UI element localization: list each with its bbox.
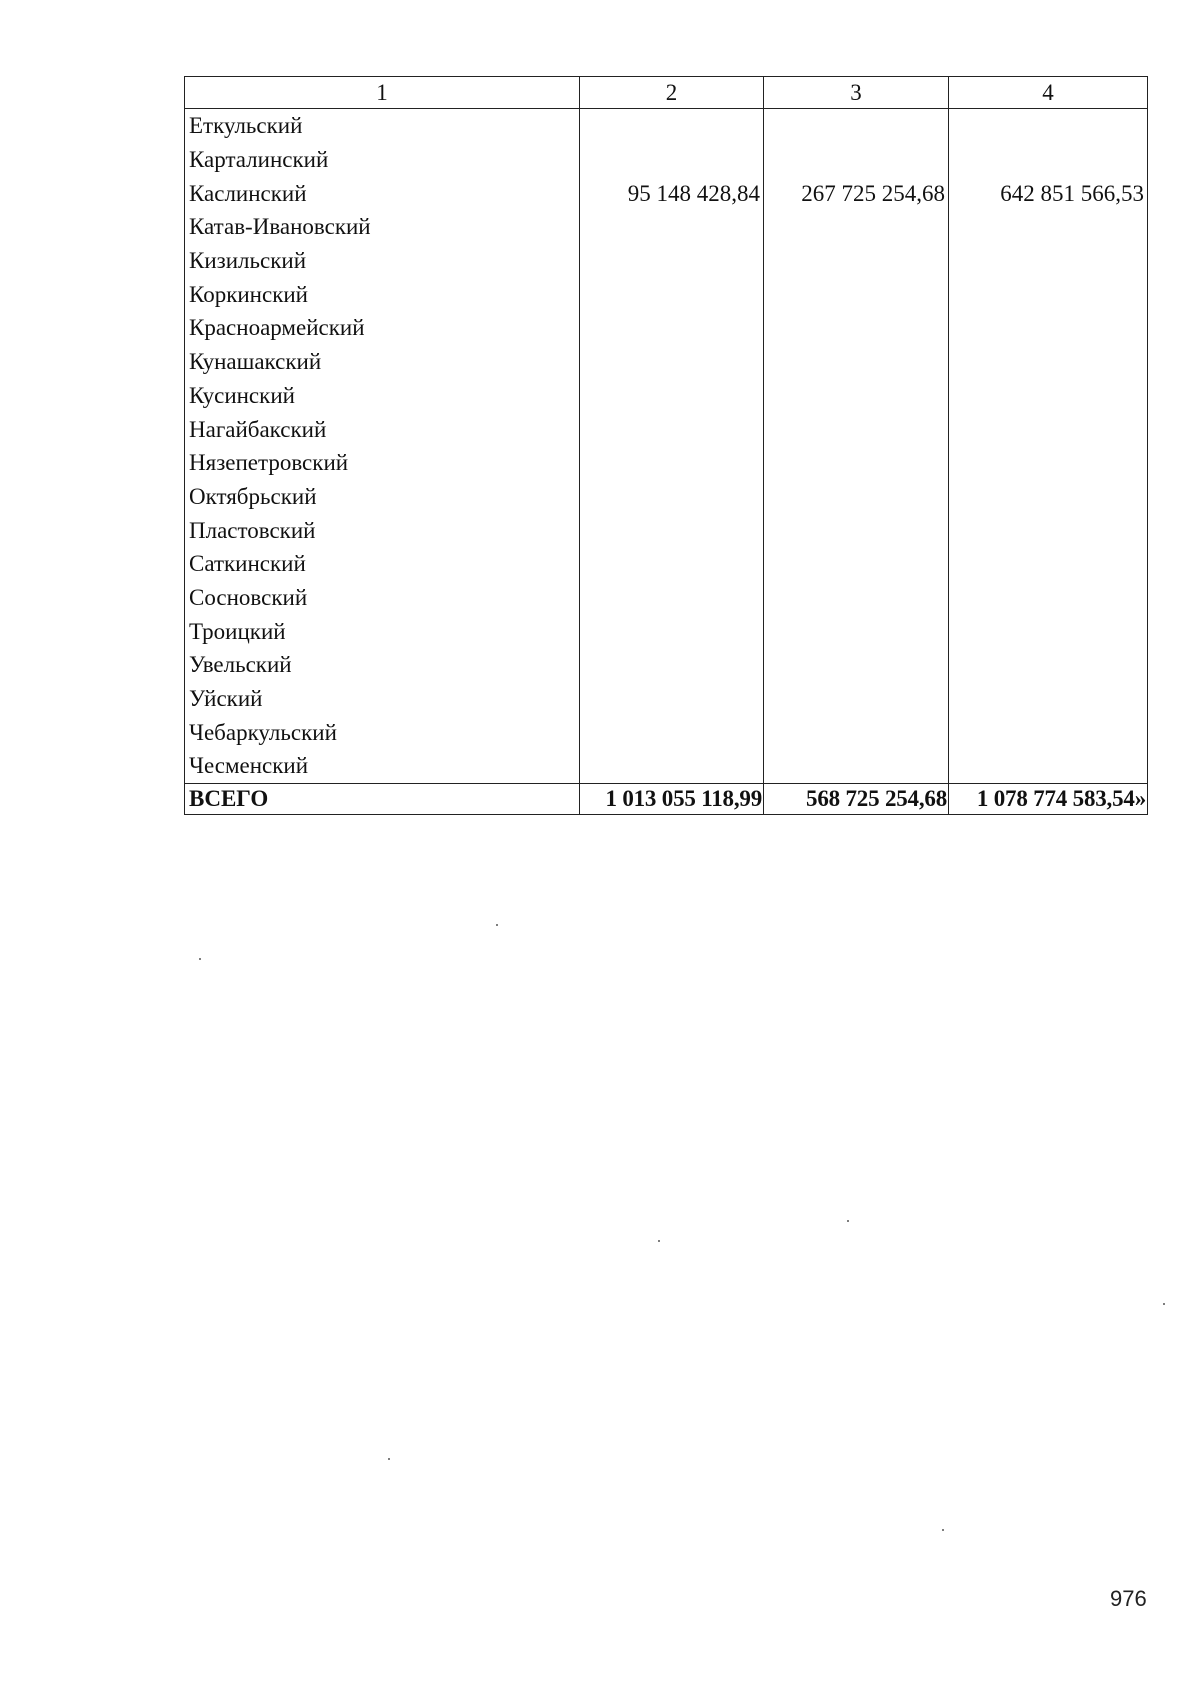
table-row — [185, 277, 1148, 311]
district-name: Карталинский — [185, 143, 580, 177]
value-col4 — [949, 581, 1148, 615]
table-row — [185, 648, 1148, 682]
table-row — [185, 547, 1148, 581]
table-row — [185, 210, 1148, 244]
table-header-row — [185, 77, 1148, 109]
value-col2 — [580, 749, 764, 783]
value-col4 — [949, 109, 1148, 143]
table-row — [185, 143, 1148, 177]
value-col2 — [580, 109, 764, 143]
district-name: Чесменский — [185, 749, 580, 783]
value-col4 — [949, 648, 1148, 682]
value-col2 — [580, 210, 764, 244]
value-col2 — [580, 513, 764, 547]
table-row — [185, 244, 1148, 278]
district-name: Коркинский — [185, 277, 580, 311]
table-row — [185, 379, 1148, 413]
budget-table — [184, 76, 1148, 815]
value-col3 — [764, 513, 949, 547]
total-col2: 1 013 055 118,99 — [580, 783, 764, 814]
table-row — [185, 412, 1148, 446]
value-col4 — [949, 715, 1148, 749]
value-col3 — [764, 277, 949, 311]
total-label: ВСЕГО — [185, 783, 580, 814]
district-name: Саткинский — [185, 547, 580, 581]
district-name: Еткульский — [185, 109, 580, 143]
column-header-1: 1 — [185, 77, 580, 109]
value-col2 — [580, 345, 764, 379]
district-name: Нагайбакский — [185, 412, 580, 446]
scan-speck — [847, 1220, 849, 1222]
value-col3 — [764, 749, 949, 783]
value-col2 — [580, 244, 764, 278]
page-number: 976 — [1110, 1586, 1147, 1611]
value-col3 — [764, 210, 949, 244]
value-col2 — [580, 614, 764, 648]
column-header-2: 2 — [580, 77, 764, 109]
value-col2 — [580, 547, 764, 581]
value-col2 — [580, 311, 764, 345]
district-name: Красноармейский — [185, 311, 580, 345]
scan-speck — [658, 1240, 660, 1242]
table-row — [185, 614, 1148, 648]
value-col2: 95 148 428,84 — [580, 176, 764, 210]
total-col4: 1 078 774 583,54» — [949, 783, 1148, 814]
value-col2 — [580, 379, 764, 413]
district-name: Троицкий — [185, 614, 580, 648]
value-col3 — [764, 547, 949, 581]
value-col2 — [580, 682, 764, 716]
district-name: Кизильский — [185, 244, 580, 278]
value-col4 — [949, 379, 1148, 413]
value-col3 — [764, 480, 949, 514]
district-name: Каслинский — [185, 176, 580, 210]
value-col3 — [764, 379, 949, 413]
district-name: Увельский — [185, 648, 580, 682]
value-col2 — [580, 277, 764, 311]
total-row — [185, 783, 1148, 814]
value-col3 — [764, 244, 949, 278]
value-col3 — [764, 311, 949, 345]
scan-speck — [1163, 1303, 1165, 1305]
table-row — [185, 176, 1148, 210]
value-col4 — [949, 682, 1148, 716]
value-col4 — [949, 311, 1148, 345]
table-row — [185, 109, 1148, 143]
value-col2 — [580, 648, 764, 682]
scan-speck — [496, 924, 498, 926]
district-name: Октябрьский — [185, 480, 580, 514]
value-col2 — [580, 446, 764, 480]
table-row — [185, 581, 1148, 615]
value-col3 — [764, 345, 949, 379]
value-col3 — [764, 143, 949, 177]
table-row — [185, 446, 1148, 480]
value-col2 — [580, 143, 764, 177]
value-col3 — [764, 412, 949, 446]
value-col4 — [949, 143, 1148, 177]
value-col3 — [764, 614, 949, 648]
table-row — [185, 480, 1148, 514]
value-col3 — [764, 648, 949, 682]
value-col4 — [949, 749, 1148, 783]
value-col3 — [764, 715, 949, 749]
value-col3 — [764, 109, 949, 143]
district-name: Уйский — [185, 682, 580, 716]
value-col4 — [949, 547, 1148, 581]
table-row — [185, 311, 1148, 345]
district-name: Пластовский — [185, 513, 580, 547]
scan-speck — [388, 1458, 390, 1460]
table-row — [185, 749, 1148, 783]
total-col3: 568 725 254,68 — [764, 783, 949, 814]
value-col4: 642 851 566,53 — [949, 176, 1148, 210]
table-row — [185, 513, 1148, 547]
value-col4 — [949, 244, 1148, 278]
column-header-4: 4 — [949, 77, 1148, 109]
table-row — [185, 682, 1148, 716]
scan-speck — [942, 1529, 944, 1531]
value-col3 — [764, 446, 949, 480]
table-row — [185, 715, 1148, 749]
scan-speck — [199, 958, 201, 960]
district-name: Катав-Ивановский — [185, 210, 580, 244]
value-col2 — [580, 480, 764, 514]
value-col3 — [764, 581, 949, 615]
table-row — [185, 345, 1148, 379]
column-header-3: 3 — [764, 77, 949, 109]
value-col3 — [764, 682, 949, 716]
district-name: Чебаркульский — [185, 715, 580, 749]
value-col3: 267 725 254,68 — [764, 176, 949, 210]
value-col4 — [949, 614, 1148, 648]
district-name: Сосновский — [185, 581, 580, 615]
value-col4 — [949, 412, 1148, 446]
value-col2 — [580, 412, 764, 446]
district-name: Кунашакский — [185, 345, 580, 379]
district-name: Кусинский — [185, 379, 580, 413]
district-name: Нязепетровский — [185, 446, 580, 480]
value-col4 — [949, 513, 1148, 547]
value-col2 — [580, 715, 764, 749]
value-col4 — [949, 446, 1148, 480]
value-col4 — [949, 210, 1148, 244]
value-col4 — [949, 345, 1148, 379]
value-col4 — [949, 277, 1148, 311]
value-col4 — [949, 480, 1148, 514]
value-col2 — [580, 581, 764, 615]
